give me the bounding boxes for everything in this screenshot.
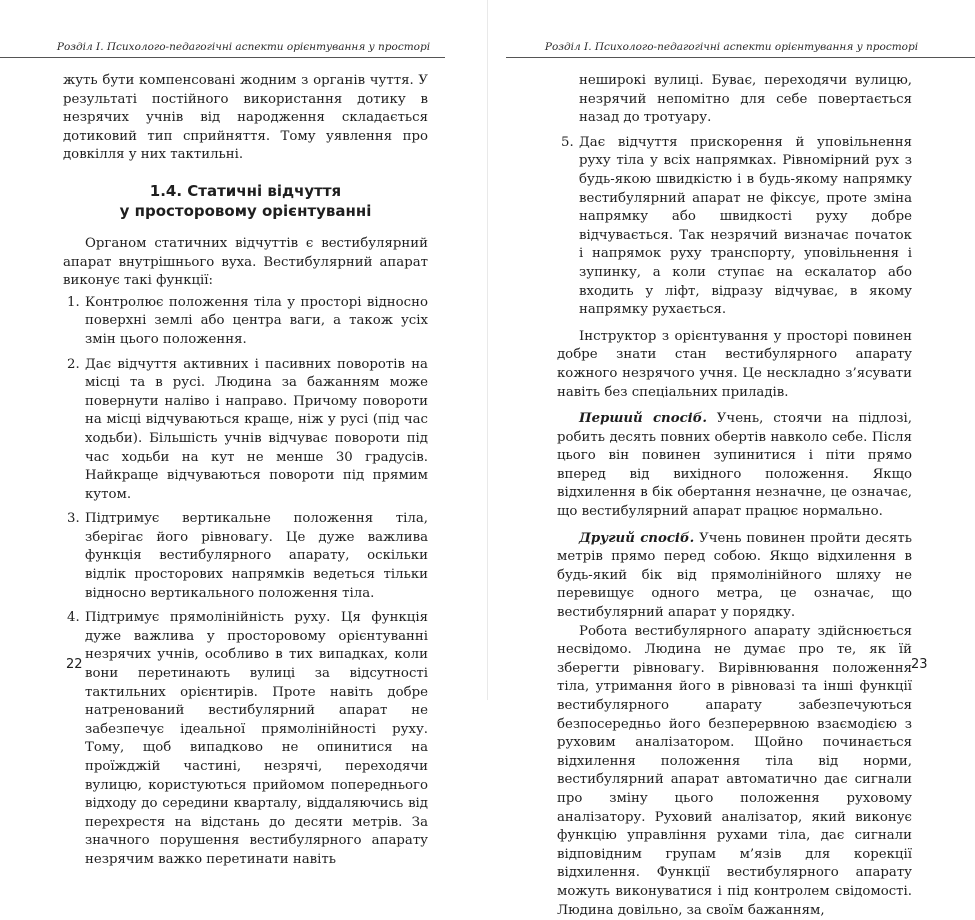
- method-2-paragraph: [557, 530, 912, 623]
- method-2-text: Учень повинен пройти десять метрів прямо перед собою. Якщо відхилення в будь-який бік від прямолінійного шляху не перевищує одного метра, це означає, що вестибулярний апарат у порядку.: [557, 530, 912, 621]
- list-number: 1.: [67, 294, 80, 310]
- list-item: [63, 356, 428, 505]
- section-heading-line-1: 1.4. Статичні відчуття: [149, 181, 342, 200]
- list-number: 5.: [561, 134, 574, 150]
- list-item-text: Контролює положення тіла у просторі відносно поверхні землі або центра ваги, а також усіх змін цього положення.: [85, 294, 428, 347]
- list-number: 4.: [67, 610, 80, 626]
- method-2-label: Другий спосіб.: [579, 530, 695, 546]
- list-item: [557, 134, 912, 320]
- functions-list: [63, 294, 428, 870]
- right-page: [488, 0, 975, 918]
- list-item: [63, 510, 428, 603]
- functions-list-continued: [557, 134, 912, 320]
- header-rule: [506, 57, 975, 58]
- list-item-text: Дає відчуття активних і пасивних поворотів на місці та в русі. Людина за бажанням може повернути наліво і направо. Причому повороти на місці відчуваються краще, ніж у русі (під час ходьби). Більшість учнів відчуває повороти під час ходьби на кут не менше 30 градусів. Найкраще відчуваються повороти під прямим кутом.: [85, 356, 428, 502]
- list-item-text: Підтримує прямолінійність руху. Ця функція дуже важлива у просторовому орієнтуванні незрячих учнів, особливо в тих випадках, коли вони перетинають вулиці за відсутності тактильних орієнтирів. Проте навіть добре натренований вестибулярний апарат не забезпечує ідеальної прямолінійності руху. Тому, щоб випадково не опинитися на проїжджій частині, незрячі, переходячи вулицю, користуються прийомом попереднього відходу до середини кварталу, віддаляючись від перехрестя на відстань до десяти метрів. За значного порушення вестибулярного апарату незрячим важко перетинати навіть: [85, 610, 428, 867]
- right-page-text: [557, 72, 912, 920]
- paragraph: Робота вестибулярного апарату здійснюється несвідомо. Людина не думає про те, як їй зберегти рівновагу. Вирівнювання положення тіла, утримання його в рівновазі та інші функції вестибулярного апарату забезпечуються безпосередньо його безперервною взаємодією з руховим аналізатором. Щойно починається відхилення положення тіла від норми, вестибулярний апарат автоматично дає сигнали про зміну цього положення руховому аналізатору. Руховий аналізатор, який виконує функцію управління рухами тіла, дає сигнали відповідним групам м’язів для корекції відхилення. Функції вестибулярного апарату можуть виконуватися і під контролем свідомості. Людина довільно, за своїм бажанням,: [557, 623, 912, 918]
- left-page: [0, 0, 487, 867]
- header-rule: [0, 57, 445, 58]
- list-item: [63, 294, 428, 350]
- section-heading-line-2: у просторовому орієнтуванні: [119, 201, 372, 220]
- list-item-text: Підтримує вертикальне положення тіла, зберігає його рівновагу. Це дуже важлива функція вестибулярного апарату, оскільки відлік просторових напрямків ведеться тільки відносно вертикального положення тіла.: [85, 511, 428, 601]
- method-1-paragraph: [557, 410, 912, 522]
- list-item-text: Дає відчуття прискорення й уповільнення руху тіла у всіх напрямках. Рівномірний рух з будь-якою швидкістю і в будь-якому напрямку вестибулярний апарат не фіксує, проте зміна напрямку або швидкості руху добре відчувається. Так незрячий визначає початок і напрямок руху транспорту, уповільнення і зупинку, а коли ступає на ескалатор або входить у ліфт, відразу відчуває, в якому напрямку рухається.: [579, 134, 912, 318]
- paragraph: Інструктор з орієнтування у просторі повинен добре знати стан вестибулярного апарату кожного незрячого учня. Це нескладно з’ясувати навіть без спеціальних приладів.: [557, 328, 912, 400]
- method-1-text: Учень, стоячи на підлозі, робить десять повних обертів навколо себе. Після цього він повинен зупинитися і піти прямо вперед від вихідного положення. Якщо відхилення в бік обертання незначне, це означає, що вестибулярний апарат працює нормально.: [557, 411, 912, 520]
- section-heading: [63, 181, 428, 221]
- page-number: 22: [66, 657, 83, 672]
- left-page-text: [63, 72, 428, 876]
- intro-paragraph: жуть бути компенсовані жодним з органів чуття. У результаті постійного використання дотику в незрячих учнів від народження складається дотиковий тип сприйняття. Тому уявлення про довкілля у них тактильні.: [63, 73, 428, 163]
- running-header: Розділ І. Психолого-педагогічні аспекти орієнтування у просторі: [56, 41, 431, 53]
- page-number: 23: [911, 657, 928, 672]
- list-number: 3.: [67, 511, 80, 527]
- list-item: [63, 609, 428, 869]
- list-number: 2.: [67, 356, 80, 372]
- method-1-label: Перший спосіб.: [579, 411, 707, 427]
- continued-list-text: неширокі вулиці. Буває, переходячи вулицю, незрячий непомітно для себе повертається назад до тротуару.: [579, 73, 912, 126]
- running-header: Розділ І. Психолого-педагогічні аспекти орієнтування у просторі: [544, 41, 919, 53]
- paragraph: Органом статичних відчуттів є вестибулярний апарат внутрішнього вуха. Вестибулярний апарат виконує такі функції:: [63, 235, 428, 289]
